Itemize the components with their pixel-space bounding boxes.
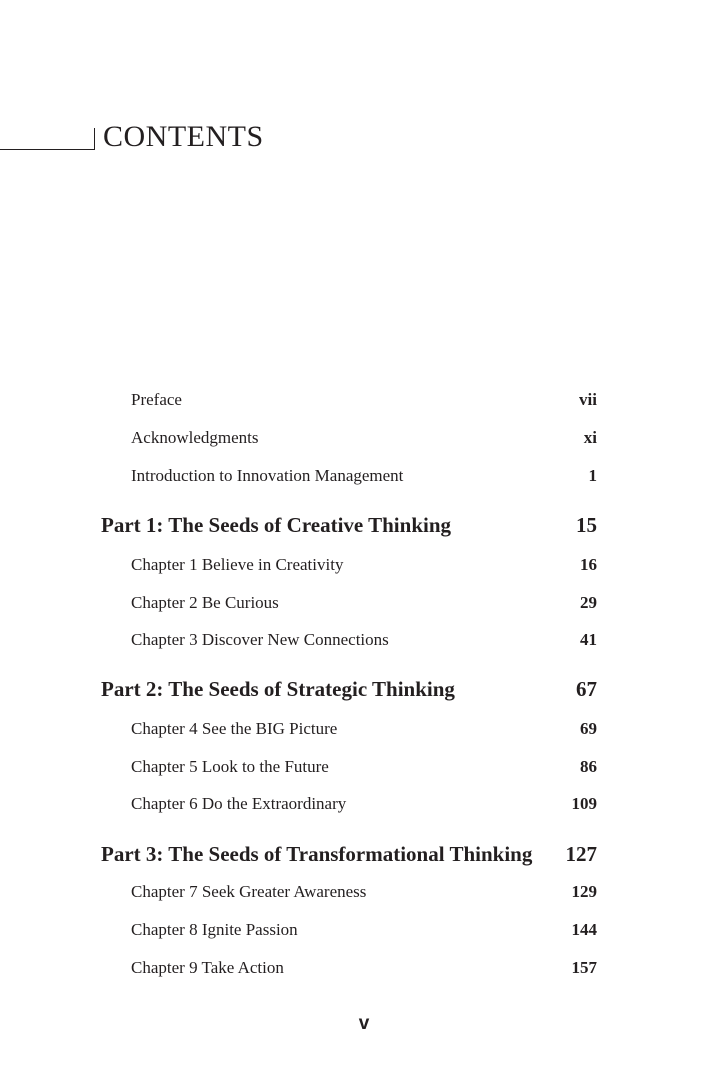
toc-part-page: 127 bbox=[565, 842, 597, 866]
toc-entry-label: Chapter 5 Look to the Future bbox=[131, 757, 329, 776]
toc-entry-chapter-7 bbox=[0, 880, 728, 904]
toc-entry-label: Chapter 3 Discover New Connections bbox=[131, 630, 389, 649]
toc-part-label: Part 3: The Seeds of Transformational Thinking bbox=[101, 842, 533, 866]
toc-part-2 bbox=[0, 676, 728, 700]
toc-part-label: Part 1: The Seeds of Creative Thinking bbox=[101, 513, 452, 537]
toc-entry-chapter-4 bbox=[0, 717, 728, 741]
toc-entry-page: 29 bbox=[580, 593, 597, 612]
toc-part-label: Part 2: The Seeds of Strategic Thinking bbox=[101, 677, 455, 701]
toc-entry-chapter-1 bbox=[0, 553, 728, 577]
toc-entry-label: Chapter 4 See the BIG Picture bbox=[131, 719, 338, 738]
toc-part-page: 67 bbox=[576, 677, 597, 701]
toc-entry-chapter-3 bbox=[0, 628, 728, 652]
toc-entry-label: Chapter 8 Ignite Passion bbox=[131, 920, 298, 939]
toc-entry-page: 109 bbox=[571, 794, 597, 813]
toc-part-page: 15 bbox=[576, 513, 597, 537]
toc-entry-chapter-2 bbox=[0, 591, 728, 615]
toc-entry-page: 16 bbox=[580, 555, 597, 574]
page-title: CONTENTS bbox=[103, 120, 264, 153]
toc-entry-introduction bbox=[0, 464, 728, 488]
toc-entry-label: Chapter 2 Be Curious bbox=[131, 593, 279, 612]
page-number: v bbox=[358, 1013, 370, 1034]
toc-part-3 bbox=[0, 841, 728, 865]
toc-entry-chapter-8 bbox=[0, 918, 728, 942]
toc-entry-page: xi bbox=[583, 428, 597, 447]
heading-rule-tick bbox=[94, 128, 95, 150]
toc-entry-page: 69 bbox=[580, 719, 597, 738]
toc-part-1 bbox=[0, 512, 728, 536]
toc-entry-page: 129 bbox=[571, 882, 597, 901]
toc-entry-page: 86 bbox=[580, 757, 597, 776]
toc-entry-label: Chapter 6 Do the Extraordinary bbox=[131, 794, 347, 813]
toc-entry-chapter-9 bbox=[0, 956, 728, 980]
toc-entry-page: 157 bbox=[571, 958, 597, 977]
toc-entry-label: Preface bbox=[131, 390, 182, 409]
toc-entry-page: 144 bbox=[571, 920, 597, 939]
toc-entry-label: Chapter 1 Believe in Creativity bbox=[131, 555, 344, 574]
toc-entry-page: 1 bbox=[588, 466, 597, 485]
toc-entry-label: Chapter 9 Take Action bbox=[131, 958, 284, 977]
toc-entry-page: vii bbox=[579, 390, 597, 409]
toc-entry-acknowledgments bbox=[0, 426, 728, 450]
toc-entry-preface bbox=[0, 388, 728, 412]
toc-entry-page: 41 bbox=[580, 630, 597, 649]
toc-entry-chapter-6 bbox=[0, 792, 728, 816]
toc-entry-chapter-5 bbox=[0, 755, 728, 779]
heading-rule bbox=[0, 149, 95, 150]
toc-entry-label: Acknowledgments bbox=[131, 428, 259, 447]
toc-entry-label: Chapter 7 Seek Greater Awareness bbox=[131, 882, 367, 901]
toc-entry-label: Introduction to Innovation Management bbox=[131, 466, 404, 485]
